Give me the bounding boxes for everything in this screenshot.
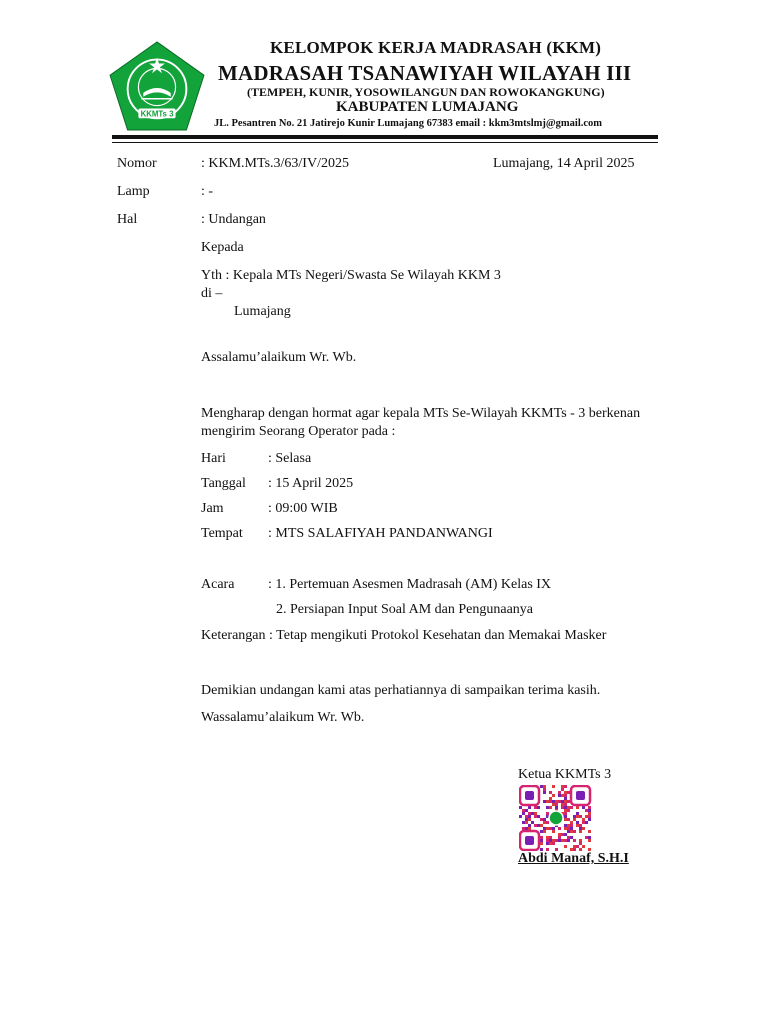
region-list: (TEMPEH, KUNIR, YOSOWILANGUN DAN ROWOKANGKUNG): [247, 85, 605, 99]
signer-name: Abdi Manaf, S.H.I: [518, 851, 629, 866]
keterangan: Keterangan : Tetap mengikuti Protokol Kesehatan dan Memakai Masker: [201, 628, 607, 643]
header-rule-thin: [112, 142, 658, 143]
signer-title: Ketua KKMTs 3: [518, 767, 612, 782]
logo-lettering: KKMTs 3: [140, 109, 174, 119]
intro-line-2: mengirim Seorang Operator pada :: [201, 424, 396, 439]
recipient-line: Yth : Kepala MTs Negeri/Swasta Se Wilayah KKM 3: [201, 268, 501, 283]
hal-label: Hal: [117, 212, 138, 227]
detail-value-hari: : Selasa: [268, 451, 312, 466]
regency: KABUPATEN LUMAJANG: [336, 99, 519, 115]
detail-label-jam: Jam: [201, 501, 224, 516]
lamp-value: : -: [201, 184, 214, 199]
signature-qr-code: [519, 785, 592, 851]
detail-label-hari: Hari: [201, 451, 226, 466]
address-line: JL. Pesantren No. 21 Jatirejo Kunir Lumajang 67383 email : kkm3mtslmj@gmail.com: [214, 118, 603, 129]
header-rule-thick: [112, 135, 658, 139]
lamp-label: Lamp: [117, 184, 150, 199]
acara-label: Acara: [201, 577, 235, 592]
org-name: KELOMPOK KERJA MADRASAH (KKM): [270, 38, 602, 57]
nomor-value: : KKM.MTs.3/63/IV/2025: [201, 156, 349, 171]
greeting: Assalamu’alaikum Wr. Wb.: [201, 350, 357, 365]
recipient-city: Lumajang: [234, 304, 291, 319]
closing-line: Demikian undangan kami atas perhatiannya di sampaikan terima kasih.: [201, 683, 601, 698]
detail-value-tempat: : MTS SALAFIYAH PANDANWANGI: [268, 526, 493, 541]
recipient-di: di –: [201, 286, 223, 301]
detail-value-jam: : 09:00 WIB: [268, 501, 338, 516]
detail-label-tempat: Tempat: [201, 526, 243, 541]
acara-item-1: : 1. Pertemuan Asesmen Madrasah (AM) Kelas IX: [268, 577, 552, 592]
school-name: MADRASAH TSANAWIYAH WILAYAH III: [218, 61, 632, 85]
valediction: Wassalamu’alaikum Wr. Wb.: [201, 710, 365, 725]
hal-value: : Undangan: [201, 212, 266, 227]
kepada: Kepada: [201, 240, 244, 255]
detail-label-tanggal: Tanggal: [201, 476, 246, 491]
nomor-label: Nomor: [117, 156, 157, 171]
place-date: Lumajang, 14 April 2025: [493, 156, 635, 171]
kkm-logo: [108, 40, 206, 132]
acara-item-2: 2. Persiapan Input Soal AM dan Pengunaanya: [276, 602, 534, 617]
detail-value-tanggal: : 15 April 2025: [268, 476, 354, 491]
intro-line-1: Mengharap dengan hormat agar kepala MTs Se-Wilayah KKMTs - 3 berkenan: [201, 406, 641, 421]
